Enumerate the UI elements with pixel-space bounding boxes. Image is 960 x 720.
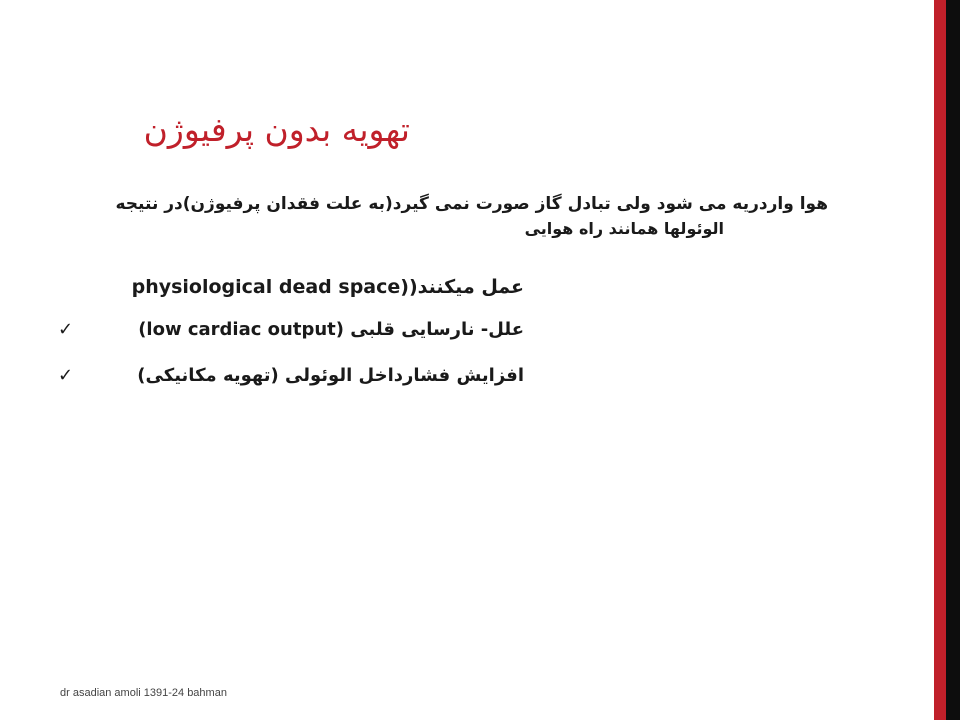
accent-bar-red <box>934 0 946 720</box>
edge-bar-black <box>946 0 960 720</box>
check-mark-icon: ✓ <box>58 319 74 340</box>
body-line-2: الوئولها همانند راه هوایی <box>524 219 724 238</box>
body-line-3: عمل میکنند((physiological dead space <box>131 276 524 298</box>
bullet-item-pressure: افزایش فشارداخل الوئولی (تهویه مکانیکی) <box>137 365 524 386</box>
slide-title: تهویه بدون پرفیوژن <box>143 110 410 149</box>
slide-footer: dr asadian amoli 1391-24 bahman <box>60 687 227 699</box>
bullet-item-causes: علل- نارسایی قلبی (low cardiac output) <box>138 319 524 340</box>
check-mark-icon: ✓ <box>58 365 74 386</box>
body-line-1: هوا واردریه می شود ولی تبادل گاز صورت نمی گیرد(به علت فقدان پرفیوژن)در نتیجه <box>115 194 828 214</box>
